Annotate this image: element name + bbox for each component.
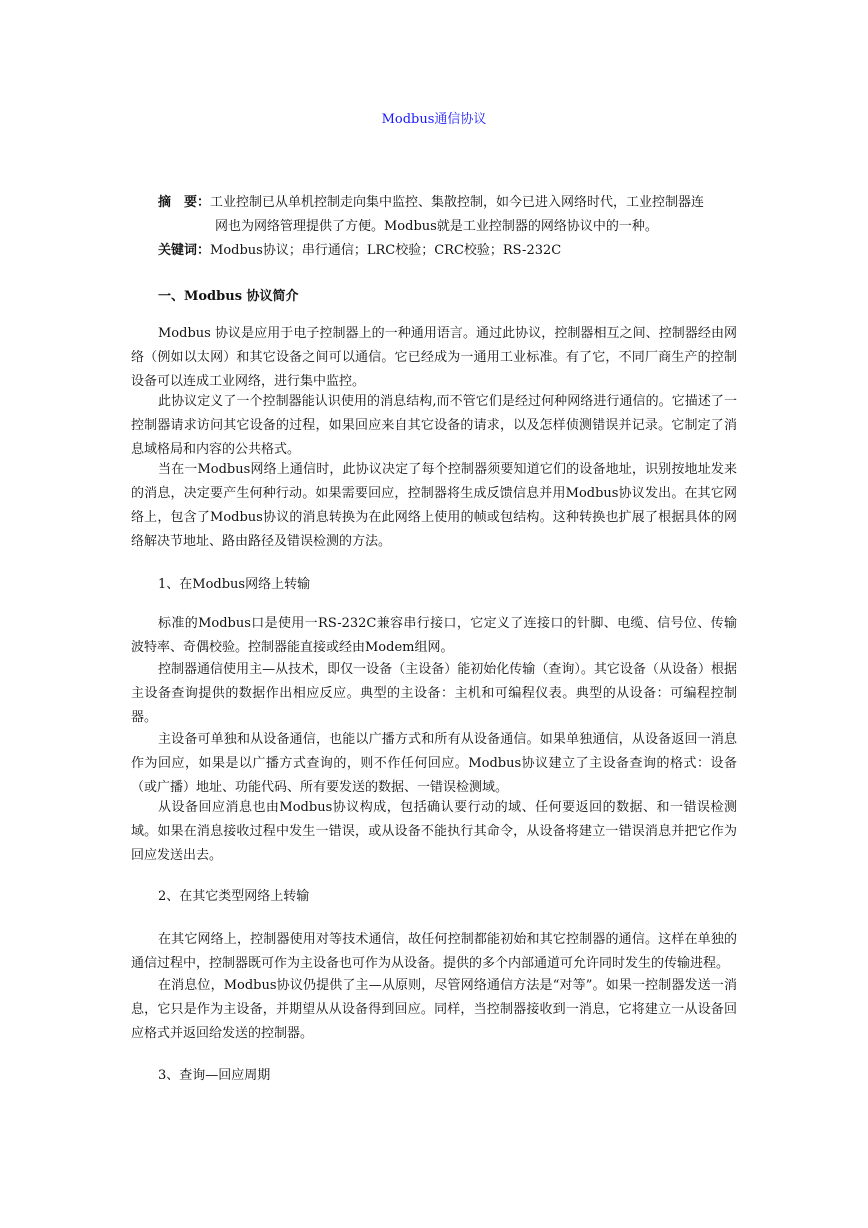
document-title: Modbus通信协议 — [381, 112, 487, 127]
abstract-line-2: 网也为网络管理提供了方便。Modbus就是工业控制器的网络协议中的一种。 — [215, 219, 658, 234]
paragraph: 从设备回应消息也由Modbus协议构成，包括确认要行动的域、任何要返回的数据、和一错误检测域。如果在消息接收过程中发生一错误，或从设备不能执行其命令，从设备将建立一错误消息并把它作为回应发送出去。 — [131, 800, 737, 863]
paragraph: 此协议定义了一个控制器能认识使用的消息结构,而不管它们是经过何种网络进行通信的。它描述了一控制器请求访问其它设备的过程，如果回应来自其它设备的请求，以及怎样侦测错误并记录。它制定了消息域格局和内容的公共格式。 — [131, 394, 737, 457]
keywords-label: 关键词： — [158, 243, 211, 258]
paragraph: 当在一Modbus网络上通信时，此协议决定了每个控制器须要知道它们的设备地址，识别按地址发来的消息，决定要产生何种行动。如果需要回应，控制器将生成反馈信息并用Modbus协议发出。在其它网络上，包含了Modbus协议的消息转换为在此网络上使用的帧或包结构。这种转换也扩展了根据具体的网络解决节地址、路由路径及错误检测的方法。 — [131, 462, 737, 549]
abstract-label: 摘 要： — [158, 195, 211, 210]
subsection-heading-1: 1、在Modbus网络上转输 — [158, 577, 311, 592]
section-heading-intro: 一、Modbus 协议简介 — [158, 289, 299, 304]
paragraph: 在消息位，Modbus协议仍提供了主—从原则，尽管网络通信方法是“对等”。如果一控制器发送一消息，它只是作为主设备，并期望从从设备得到回应。同样，当控制器接收到一消息，它将建立一从设备回应格式并返回给发送的控制器。 — [131, 978, 737, 1041]
paragraph: 标准的Modbus口是使用一RS-232C兼容串行接口，它定义了连接口的针脚、电缆、信号位、传输波特率、奇偶校验。控制器能直接或经由Modem组网。 — [131, 616, 737, 655]
paragraph: 主设备可单独和从设备通信，也能以广播方式和所有从设备通信。如果单独通信，从设备返回一消息作为回应，如果是以广播方式查询的，则不作任何回应。Modbus协议建立了主设备查询的格式：设备（或广播）地址、功能代码、所有要发送的数据、一错误检测域。 — [131, 732, 737, 795]
subsection-heading-3: 3、查询—回应周期 — [158, 1068, 271, 1083]
paragraph: 控制器通信使用主—从技术，即仅一设备（主设备）能初始化传输（查询）。其它设备（从设备）根据主设备查询提供的数据作出相应反应。典型的主设备：主机和可编程仪表。典型的从设备：可编程控制器。 — [131, 662, 737, 725]
keywords-text: Modbus协议；串行通信；LRC校验；CRC校验；RS-232C — [210, 243, 562, 258]
paragraph: 在其它网络上，控制器使用对等技术通信，故任何控制都能初始和其它控制器的通信。这样在单独的通信过程中，控制器既可作为主设备也可作为从设备。提供的多个内部通道可允许同时发生的传输进程。 — [131, 932, 737, 971]
subsection-heading-2: 2、在其它类型网络上转输 — [158, 889, 310, 904]
paragraph: Modbus 协议是应用于电子控制器上的一种通用语言。通过此协议，控制器相互之间、控制器经由网络（例如以太网）和其它设备之间可以通信。它已经成为一通用工业标准。有了它，不同厂商生产的控制设备可以连成工业网络，进行集中监控。 — [131, 326, 737, 389]
abstract-line-1 — [158, 191, 704, 210]
abstract-text-1: 工业控制已从单机控制走向集中监控、集散控制，如今已进入网络时代，工业控制器连 — [210, 195, 705, 210]
keywords-line — [158, 239, 561, 258]
